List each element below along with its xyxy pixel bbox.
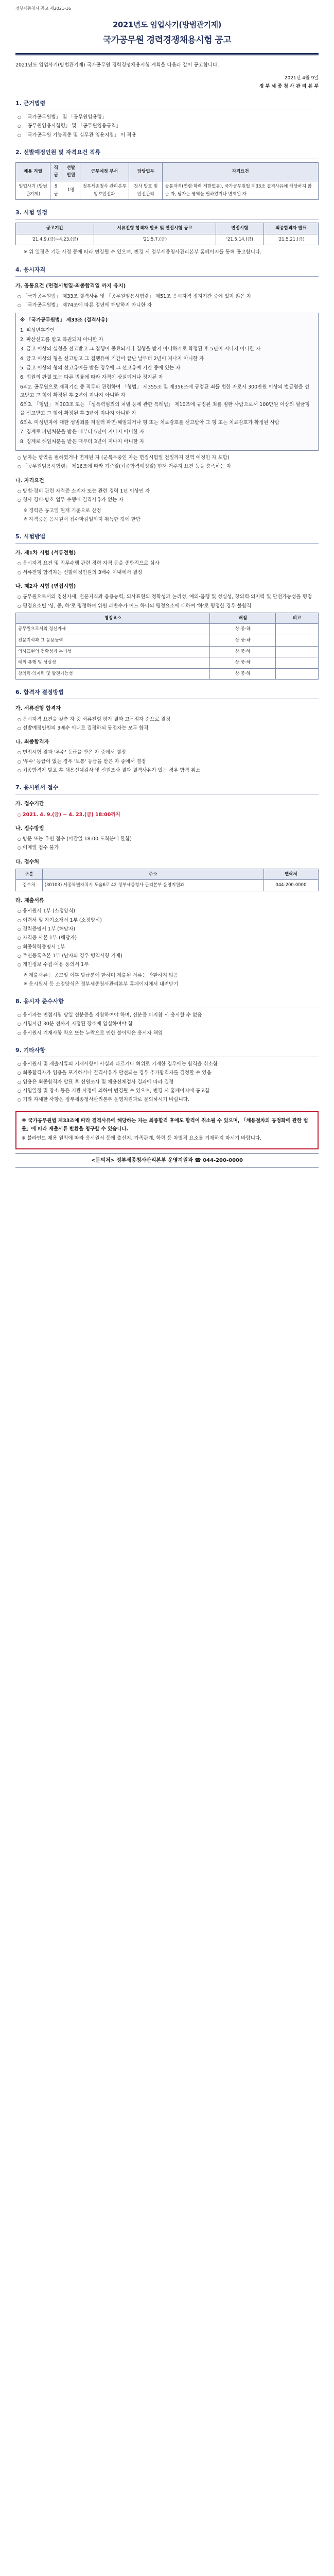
- note-item: ※ 경력은 공고일 현재 기준으로 산정: [24, 507, 319, 515]
- list-item: ○ 선발예정인원의 3배수 이내로 결정하되 동점자는 모두 합격: [17, 724, 319, 733]
- table-row: [16, 668, 319, 680]
- table-header: 채용 직렬: [16, 162, 50, 181]
- list-item: ○ 응시자격 요건 및 직무수행 관련 경력·자격 등을 종합적으로 심사: [17, 560, 319, 568]
- list-item: ○ 「국가공무원법」 및 「공무원임용령」: [17, 113, 319, 122]
- table-cell: 상·중·하: [210, 657, 275, 669]
- box-title: ※ 「국가공무원법」 제33조 (결격사유): [20, 317, 108, 324]
- application-docs-list: [17, 907, 319, 969]
- announce-date: 2021년 4월 9일: [284, 76, 319, 81]
- exam-first-heading: 가. 제1차 시험 (서류전형): [15, 550, 76, 556]
- table-cell: 공통자격(연령·학력 제한없음), 국가공무원법 제33조 결격사유에 해당하지 않는 자, 남자는 병역을 필하였거나 면제된 자: [163, 181, 319, 200]
- note-item: ※ 자격증은 응시원서 접수마감일까지 취득한 것에 한함: [24, 516, 319, 524]
- list-item: ○ 응시자격 요건을 갖춘 자 중 서류전형 평가 결과 고득점자 순으로 결정: [17, 716, 319, 724]
- table-row: [16, 624, 319, 635]
- table-cell: 공무원으로서의 정신자세: [16, 624, 210, 635]
- section-application: 7. 응시원서 접수: [15, 783, 319, 794]
- list-item: ○ 「국가공무원 기능직종 및 실무관 임용지침」 이 적용: [17, 131, 319, 140]
- rules-list: [17, 1011, 319, 1038]
- title-sub: 2021년도 임업사기(방범관기제): [112, 20, 222, 29]
- eligibility-common-heading: 가. 공통요건 (면접시험일·최종합격일 까지 유지): [15, 283, 126, 289]
- table-cell: 청사 방호 및 안전관리: [129, 181, 163, 200]
- table-header: 서류전형 합격자 발표 및 면접시험 공고: [94, 223, 216, 234]
- list-item: ○ 개인정보 수집·이용 동의서 1부: [17, 961, 319, 969]
- schedule-note: [24, 248, 319, 257]
- disqualification-box: [15, 313, 319, 451]
- list-item: ○ 응시원서 1부 (소정양식): [17, 907, 319, 916]
- box-item: 2. 파산선고를 받고 복권되지 아니한 자: [20, 337, 103, 343]
- table-cell: 임업사기 (방범관기제): [16, 181, 50, 200]
- table-header: 최종합격자 발표: [264, 223, 319, 234]
- list-item: ○ 시험시간 30분 전까지 지정된 장소에 입실하여야 함: [17, 1020, 319, 1028]
- list-item: ○ 자격증 사본 1부 (해당자): [17, 934, 319, 942]
- table-cell: [275, 624, 318, 635]
- list-item: ○ 시험일정 및 장소 등은 기관 사정에 의하여 변경될 수 있으며, 변경 시 홈페이지에 공고함: [17, 1087, 319, 1095]
- evaluation-table: [15, 613, 319, 680]
- list-item: ○ 이력서 및 자기소개서 1부 (소정양식): [17, 917, 319, 925]
- list-item: ○ 남자는 병역을 필하였거나 면제된 자 (군복무중인 자는 면접시험일 전일까지 전역 예정인 자 포함): [17, 454, 319, 462]
- date-block: [15, 75, 319, 91]
- list-item: ○ 주민등록초본 1부 (남자의 경우 병역사항 기재): [17, 952, 319, 960]
- important-notice-box: [15, 1111, 319, 1149]
- table-cell: '21.5.7.(금): [94, 234, 216, 245]
- list-item: ○ 응시자는 면접시험 당일 신분증을 지참하여야 하며, 신분증 미지참 시 응시할 수 없음: [17, 1011, 319, 1020]
- box-item: 4. 금고 이상의 형을 선고받고 그 집행유예 기간이 끝난 날부터 2년이 지나지 아니한 자: [20, 355, 204, 362]
- qualification-list: [17, 487, 319, 505]
- application-place-heading: 다. 접수처: [15, 859, 39, 865]
- table-cell: 상·중·하: [210, 668, 275, 680]
- table-header: 자격요건: [163, 162, 319, 181]
- list-item: ○ 「공무원임용시험령」 제16조에 따라 기준일(최종합격예정일) 현재 거주지 요건 등을 충족하는 자: [17, 463, 319, 471]
- list-item: ○ 면접시험 결과 '우수' 등급을 받은 자 중에서 결정: [17, 749, 319, 757]
- pass-final-list: [17, 749, 319, 775]
- table-header: 담당업무: [129, 162, 163, 181]
- list-item: ○ 청사 경비·방호 업무 수행에 결격사유가 없는 자: [17, 496, 319, 504]
- table-row: [16, 646, 319, 657]
- table-cell: 접수처: [16, 880, 43, 891]
- section-schedule: 3. 시험 일정: [15, 208, 319, 219]
- note-item: ※ 위 일정은 기관 사정 등에 따라 변경될 수 있으며, 변경 시 정부세종청사관리본부 홈페이지를 통해 공고합니다.: [24, 248, 319, 257]
- box-item: 6의4. 미성년자에 대한 성범죄를 저질러 파면·해임되거나 형 또는 치료감호를 선고받아 그 형 또는 치료감호가 확정된 사람: [20, 420, 279, 426]
- misc-list: [17, 1060, 319, 1105]
- table-cell: (30103) 세종특별자치시 도움6로 42 정부세종청사 관리본부 운영지원과: [42, 880, 263, 891]
- table-cell: [275, 635, 318, 647]
- list-item: ○ 최종학력증명서 1부: [17, 943, 319, 952]
- table-header: 평정요소: [16, 613, 210, 624]
- table-row: [16, 880, 319, 891]
- table-cell: '21.5.14.(금): [216, 234, 264, 245]
- table-cell: 상·중·하: [210, 635, 275, 647]
- table-cell: 창의력·의지력 및 발전가능성: [16, 668, 210, 680]
- list-item: ○ 응시원서 및 제출서류의 기재사항이 사실과 다르거나 허위로 기재한 경우에는 합격을 취소함: [17, 1060, 319, 1069]
- table-cell: [275, 657, 318, 669]
- list-item: ○ 공무원으로서의 정신자세, 전문지식과 응용능력, 의사표현의 정확성과 논리성, 예의·품행 및 성실성, 창의력·의지력 및 발전가능성을 평정: [17, 593, 319, 601]
- list-item: ○ 이메일 접수 불가: [17, 844, 319, 852]
- table-row: [16, 181, 319, 200]
- section-pass-decision: 6. 합격자 결정방법: [15, 688, 319, 699]
- box-item: 5. 금고 이상의 형의 선고유예를 받은 경우에 그 선고유예 기간 중에 있는 자: [20, 365, 181, 371]
- table-header: 주소: [42, 869, 263, 880]
- list-item: ○ 최종합격자 발표 후 채용신체검사 및 신원조사 결과 결격사유가 있는 경우 합격 취소: [17, 767, 319, 775]
- legal-basis-list: [17, 113, 319, 140]
- document-number: 정부세종청사 공고 제2021-16: [15, 6, 72, 11]
- list-item: ○ 임용은 최종합격자 발표 후 신원조사 및 채용신체검사 결과에 따라 결정: [17, 1078, 319, 1087]
- note-item: ※ 응시원서 등 소정양식은 정부세종청사관리본부 홈페이지에서 내려받기: [24, 980, 319, 989]
- table-header: 연락처: [263, 869, 318, 880]
- application-period-heading: 가. 접수기간: [15, 801, 44, 807]
- section-legal-basis: 1. 근거법령: [15, 99, 319, 110]
- exam-second-list: [17, 593, 319, 611]
- application-method-heading: 나. 접수방법: [15, 825, 44, 832]
- list-item: ○ 평정요소별 '상, 중, 하'로 평정하며 위원 과반수가 어느 하나의 평정요소에 대하여 '하'로 평정한 경우 불합격: [17, 602, 319, 611]
- list-item: ○ 최종합격자가 임용을 포기하거나 결격사유가 발견되는 경우 추가합격자를 결정할 수 있음: [17, 1069, 319, 1077]
- notice-text: ※ 블라인드 채용 원칙에 따라 응시원서 등에 출신지, 가족관계, 학력 등 차별적 요소를 기재하지 마시기 바랍니다.: [22, 1136, 262, 1142]
- table-cell: 1명: [62, 181, 80, 200]
- table-row: [16, 635, 319, 647]
- section-misc: 9. 기타사항: [15, 1046, 319, 1057]
- list-item: ○ 서류전형 합격자는 선발예정인원의 3배수 이내에서 결정: [17, 569, 319, 577]
- table-cell: '21.5.21.(금): [264, 234, 319, 245]
- pass-final-heading: 나. 최종합격자: [15, 739, 49, 745]
- box-item: 7. 징계로 파면처분을 받은 때부터 5년이 지나지 아니한 자: [20, 429, 145, 435]
- list-item: ○ 「국가공무원법」 제33조 결격사유 및 「공무원임용시험령」 제51조 응시자격 정지기간 중에 있지 않은 자: [17, 293, 319, 301]
- table-cell: 9급: [50, 181, 62, 200]
- table-cell: [275, 646, 318, 657]
- box-item: 6의2. 공무원으로 재직기간 중 직무와 관련하여 「형법」 제355조 및 제356조에 규정된 죄를 범한 자로서 300만원 이상의 벌금형을 선고받고 그 형이 확정된 후 2년이 지나지 아니한 자: [20, 384, 309, 399]
- schedule-table: [15, 223, 319, 245]
- section-positions: 2. 선발예정인원 및 자격요건 직류: [15, 148, 319, 159]
- eligibility-qualification-heading: 나. 자격요건: [15, 478, 44, 484]
- positions-table: [15, 162, 319, 200]
- table-cell: '21.4.9.(금)~4.23.(금): [16, 234, 94, 245]
- title-block: [15, 19, 319, 48]
- table-header: 근무예정 부서: [80, 162, 129, 181]
- table-row: [16, 657, 319, 669]
- application-period: [17, 811, 319, 819]
- table-cell: 상·중·하: [210, 646, 275, 657]
- section-eligibility: 4. 응시자격: [15, 265, 319, 277]
- table-header: 배점: [210, 613, 275, 624]
- list-item: ○ 「공무원임용시험령」 및 「공무원임용규칙」: [17, 122, 319, 130]
- application-method-list: [17, 835, 319, 853]
- section-exam-method: 5. 시험방법: [15, 532, 319, 544]
- pass-doc-list: [17, 716, 319, 733]
- table-cell: 상·중·하: [210, 624, 275, 635]
- pass-doc-heading: 가. 서류전형 합격자: [15, 706, 61, 712]
- notice-text: ※ 국가공무원법 제33조에 따라 결격사유에 해당하는 자는 최종합격 후에도 합격이 취소될 수 있으며, 「채용절차의 공정화에 관한 법률」에 따라 제출서류 반환을 청구할 수 있습니다.: [22, 1117, 308, 1132]
- application-doc-notes: [24, 972, 319, 989]
- table-header: 비고: [275, 613, 318, 624]
- box-item: 3. 금고 이상의 실형을 선고받고 그 집행이 종료되거나 집행을 받지 아니하기로 확정된 후 5년이 지나지 아니한 자: [20, 346, 261, 352]
- list-item: ○ 2021. 4. 9.(금) ~ 4. 23.(금) 18:00까지: [17, 811, 319, 819]
- table-cell: 전문지식과 그 응용능력: [16, 635, 210, 647]
- table-row: [16, 234, 319, 245]
- box-item: 6. 법원의 판결 또는 다른 법률에 따라 자격이 상실되거나 정지된 자: [20, 375, 163, 381]
- table-header: 선발 인원: [62, 162, 80, 181]
- table-cell: [275, 668, 318, 680]
- contact-line: <문의처> 정부세종청사관리본부 운영지원과 ☎ 044-200-0000: [15, 1154, 319, 1167]
- announcement-page: [0, 0, 334, 1176]
- table-cell: 정부세종청사 관리본부 방호안전과: [80, 181, 129, 200]
- table-header: 공고기간: [16, 223, 94, 234]
- eligibility-list: [17, 293, 319, 310]
- list-item: ○ 방문 또는 우편 접수 (마감일 18:00 도착분에 한함): [17, 835, 319, 843]
- table-header: 구분: [16, 869, 43, 880]
- note-item: ※ 제출서류는 공고일 이후 발급분에 한하며 제출된 서류는 반환하지 않음: [24, 972, 319, 980]
- title-main: 국가공무원 경력경쟁채용시험 공고: [102, 35, 232, 45]
- exam-first-list: [17, 560, 319, 577]
- title-rule: [15, 53, 319, 55]
- box-item: 8. 징계로 해임처분을 받은 때부터 3년이 지나지 아니한 자: [20, 438, 145, 445]
- list-item: ○ '우수' 등급이 없는 경우 '보통' 등급을 받은 자 중에서 결정: [17, 758, 319, 766]
- list-item: ○ 경력증명서 1부 (해당자): [17, 925, 319, 934]
- table-header: 면접시험: [216, 223, 264, 234]
- list-item: ○ 기타 자세한 사항은 정부세종청사관리본부 운영지원과로 문의하시기 바랍니다.: [17, 1096, 319, 1104]
- section-rules: 8. 응시자 준수사항: [15, 997, 319, 1008]
- address-table: [15, 869, 319, 891]
- table-cell: 의사표현의 정확성과 논리성: [16, 646, 210, 657]
- intro-text: 2021년도 임업사기(방범관기제) 국가공무원 경력경쟁채용시험 계획을 다음과 같이 공고합니다.: [15, 62, 219, 68]
- table-header: 직급: [50, 162, 62, 181]
- issuer: 정 부 세 종 청 사 관 리 본 부: [259, 83, 319, 89]
- list-item: ○ 응시원서 기재사항 착오 또는 누락으로 인한 불이익은 응시자 책임: [17, 1029, 319, 1038]
- table-cell: 044-200-0000: [263, 880, 318, 891]
- table-cell: 예의·품행 및 성실성: [16, 657, 210, 669]
- list-item: ○ 「국가공무원법」 제74조에 따른 정년에 해당하지 아니한 자: [17, 301, 319, 310]
- eligibility-list-2: [17, 454, 319, 471]
- exam-second-heading: 나. 제2차 시험 (면접시험): [15, 583, 76, 589]
- application-docs-heading: 라. 제출서류: [15, 898, 44, 904]
- list-item: ○ 방범·경비 관련 자격증 소지자 또는 관련 경력 1년 이상인 자: [17, 487, 319, 496]
- qualification-notes: [24, 507, 319, 524]
- box-item: 1. 피성년후견인: [20, 327, 55, 333]
- box-item: 6의3. 「형법」 제303조 또는 「성폭력범죄의 처벌 등에 관한 특례법」 제10조에 규정된 죄를 범한 사람으로서 100만원 이상의 벌금형을 선고받고 그 형이 확정된 후 3년이 지나지 아니한 자: [20, 402, 310, 416]
